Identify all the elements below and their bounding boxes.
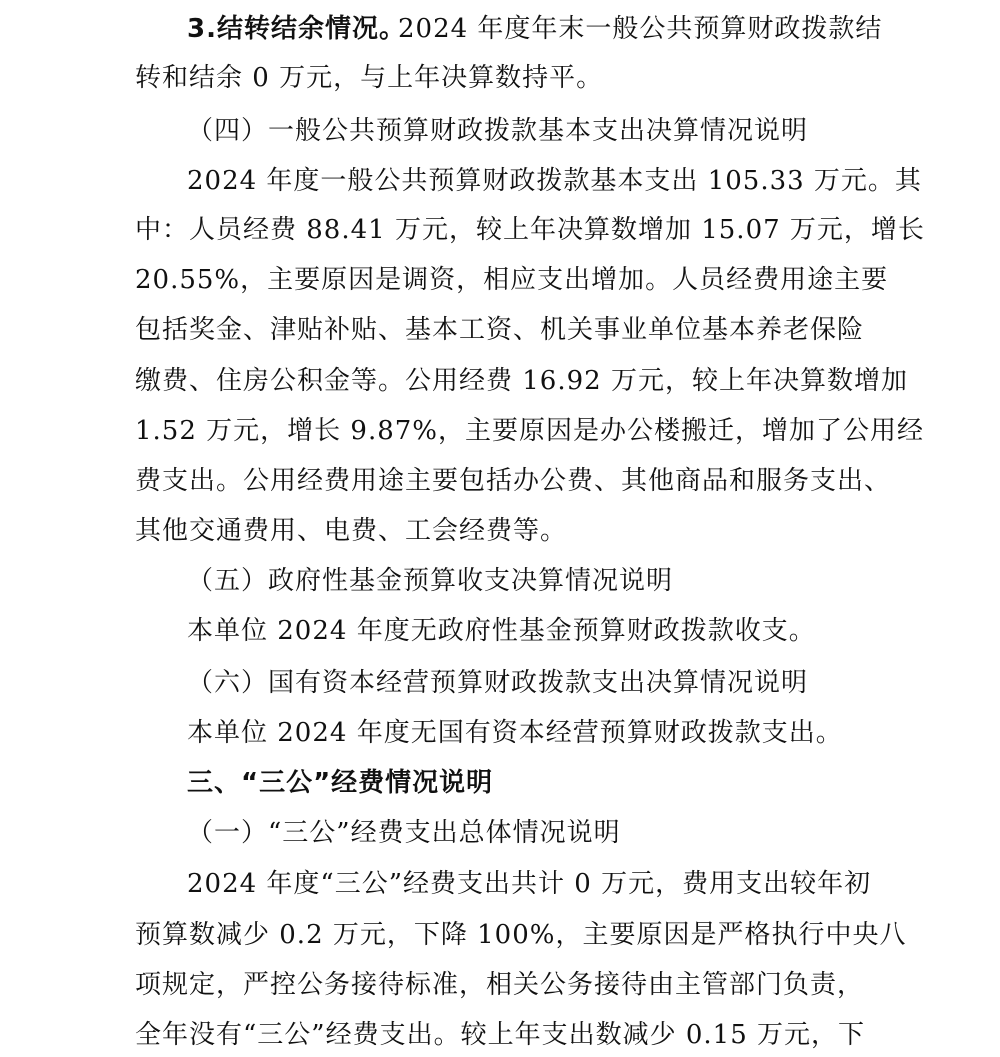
paragraph-line: 本单位 2024 年度无国有资本经营预算财政拨款支出。 (187, 718, 843, 748)
section-heading-5: （五）政府性基金预算收支决算情况说明 (187, 566, 674, 596)
section-heading-4: （四）一般公共预算财政拨款基本支出决算情况说明 (187, 116, 809, 146)
section-heading-6: （六）国有资本经营预算财政拨款支出决算情况说明 (187, 668, 809, 698)
chapter-heading-3: 三、“三公”经费情况说明 (187, 768, 494, 798)
paragraph-line: 缴费、住房公积金等。公用经费 16.92 万元，较上年决算数增加 (135, 366, 908, 396)
paragraph-line: 项规定，严控公务接待标准，相关公务接待由主管部门负责， (135, 970, 865, 1000)
paragraph-line: 包括奖金、津贴补贴、基本工资、机关事业单位基本养老保险 (135, 315, 865, 345)
paragraph-line: 2024 年度一般公共预算财政拨款基本支出 105.33 万元。其 (187, 166, 922, 196)
heading-carryover-balance: 3.结转结余情况。 (187, 14, 406, 44)
paragraph-line: 预算数减少 0.2 万元，下降 100%，主要原因是严格执行中央八 (135, 920, 907, 950)
paragraph-line: 中：人员经费 88.41 万元，较上年决算数增加 15.07 万元，增长 (135, 215, 925, 245)
paragraph-line: 全年没有“三公”经费支出。较上年支出数减少 0.15 万元，下 (135, 1020, 866, 1050)
paragraph-line: 1.52 万元，增长 9.87%，主要原因是办公楼搬迁，增加了公用经 (135, 416, 925, 446)
paragraph-line: 2024 年度年末一般公共预算财政拨款结 (398, 14, 883, 44)
paragraph-line: 转和结余 0 万元，与上年决算数持平。 (135, 63, 604, 93)
paragraph-line: 本单位 2024 年度无政府性基金预算财政拨款收支。 (187, 616, 816, 646)
section-heading-1: （一）“三公”经费支出总体情况说明 (187, 818, 621, 848)
paragraph-line: 费支出。公用经费用途主要包括办公费、其他商品和服务支出、 (135, 466, 892, 496)
paragraph-line: 其他交通费用、电费、工会经费等。 (135, 516, 568, 546)
paragraph-line: 2024 年度“三公”经费支出共计 0 万元，费用支出较年初 (187, 869, 872, 899)
paragraph-line: 20.55%，主要原因是调资，相应支出增加。人员经费用途主要 (135, 265, 889, 295)
